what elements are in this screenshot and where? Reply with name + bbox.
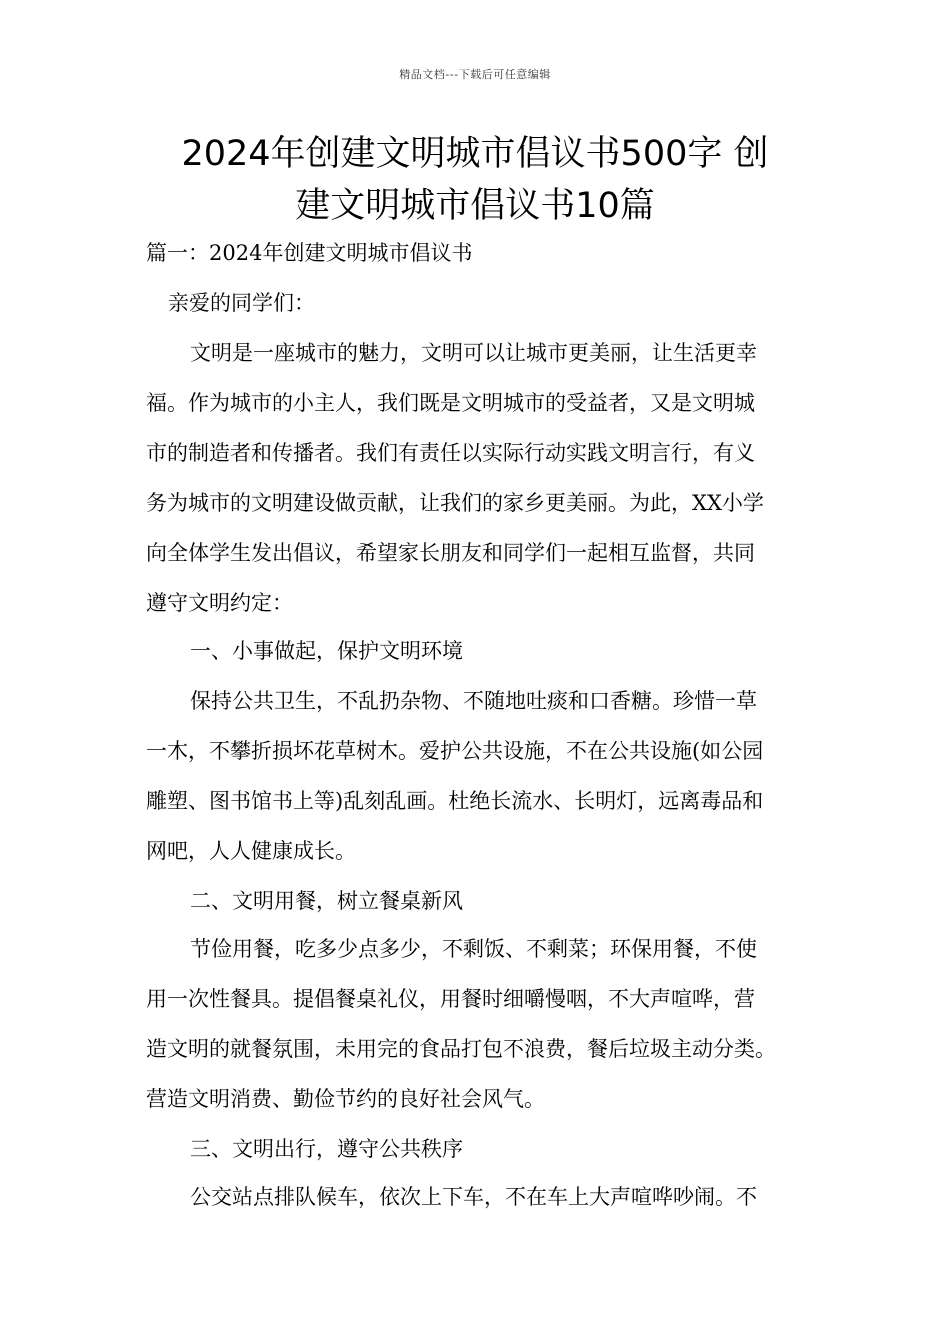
paragraph-line: 造文明的就餐氛围，未用完的食品打包不浪费，餐后垃圾主动分类。 [146,1037,776,1061]
paragraph-line: 营造文明消费、勤俭节约的良好社会风气。 [146,1087,545,1111]
subsection-heading: 三、文明出行，遵守公共秩序 [190,1137,463,1161]
paragraph-line: 福。作为城市的小主人，我们既是文明城市的受益者，又是文明城 [146,391,755,415]
salutation: 亲爱的同学们： [168,291,315,315]
paragraph-line: 向全体学生发出倡议，希望家长朋友和同学们一起相互监督，共同 [146,541,755,565]
title-line-1: 2024年创建文明城市倡议书500字 创 [181,134,769,174]
header-note: 精品文档---下载后可任意编辑 [399,68,551,81]
paragraph-line: 市的制造者和传播者。我们有责任以实际行动实践文明言行，有义 [146,441,755,465]
subsection-heading: 二、文明用餐，树立餐桌新风 [190,889,463,913]
paragraph-line: 节俭用餐，吃多少点多少，不剩饭、不剩菜；环保用餐，不使 [190,937,757,961]
paragraph-line: 雕塑、图书馆书上等)乱刻乱画。杜绝长流水、长明灯，远离毒品和 [146,789,764,813]
paragraph-line: 遵守文明约定： [146,591,293,615]
title-line-2: 建文明城市倡议书10篇 [295,186,655,226]
paragraph-line: 文明是一座城市的魅力，文明可以让城市更美丽，让生活更幸 [190,341,757,365]
document-title [140,128,810,232]
paragraph-line: 一木，不攀折损坏花草树木。爱护公共设施，不在公共设施(如公园 [146,739,764,763]
paragraph-line: 公交站点排队候车，依次上下车，不在车上大声喧哗吵闹。不 [190,1185,757,1209]
paragraph-line: 保持公共卫生，不乱扔杂物、不随地吐痰和口香糖。珍惜一草 [190,689,757,713]
paragraph-line: 网吧，人人健康成长。 [146,839,356,863]
section-heading: 篇一：2024年创建文明城市倡议书 [146,241,473,265]
subsection-heading: 一、小事做起，保护文明环境 [190,639,463,663]
paragraph-line: 用一次性餐具。提倡餐桌礼仪，用餐时细嚼慢咽，不大声喧哗，营 [146,987,755,1011]
paragraph-line: 务为城市的文明建设做贡献，让我们的家乡更美丽。为此，XX小学 [146,491,764,515]
